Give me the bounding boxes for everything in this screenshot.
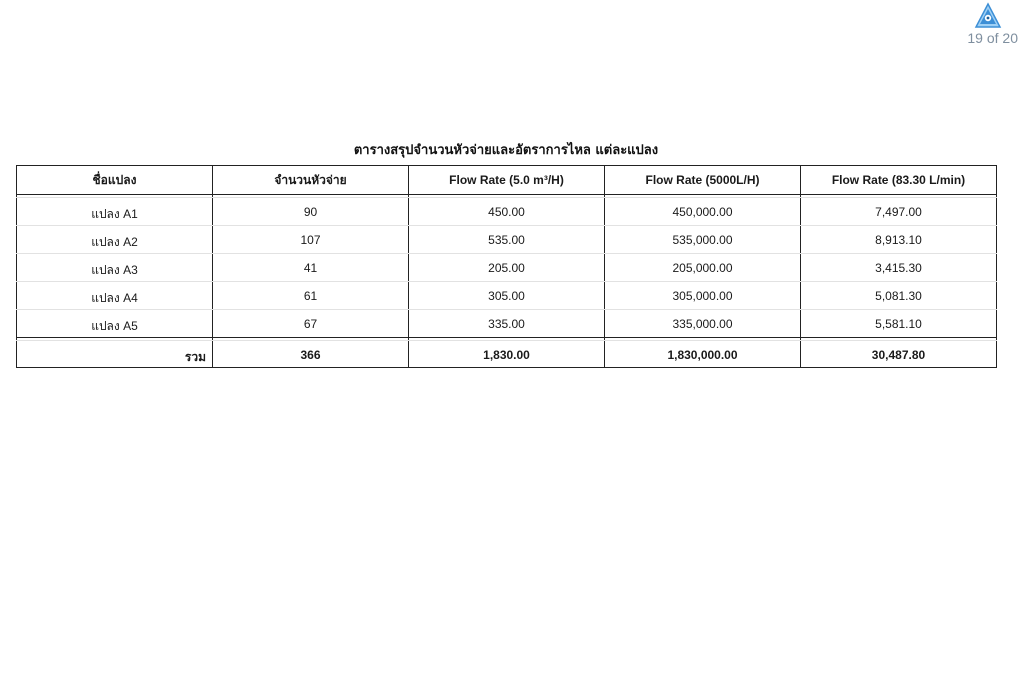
cell-flow-m3h: 535.00 [409, 226, 605, 254]
cell-sprinkler-count: 41 [213, 254, 409, 282]
table-title: ตารางสรุปจำนวนหัวจ่ายและอัตราการไหล แต่ละแปลง [353, 143, 659, 158]
cell-flow-lmin: 7,497.00 [801, 198, 997, 226]
total-flow-m3h: 1,830.00 [409, 341, 605, 368]
cell-flow-lmin: 3,415.30 [801, 254, 997, 282]
column-header-flow-m3h: Flow Rate (5.0 m³/H) [409, 166, 605, 195]
cell-plot-name: แปลง A2 [17, 226, 213, 254]
total-flow-lmin: 30,487.80 [801, 341, 997, 368]
cell-flow-lh: 535,000.00 [605, 226, 801, 254]
cell-sprinkler-count: 90 [213, 198, 409, 226]
table-row [17, 310, 997, 338]
page-indicator: 19 of 20 [967, 30, 1018, 46]
cell-flow-m3h: 335.00 [409, 310, 605, 338]
total-label: รวม [17, 341, 213, 368]
cell-flow-lh: 450,000.00 [605, 198, 801, 226]
cell-flow-lmin: 8,913.10 [801, 226, 997, 254]
cell-plot-name: แปลง A5 [17, 310, 213, 338]
cell-plot-name: แปลง A1 [17, 198, 213, 226]
total-sprinkler-count: 366 [213, 341, 409, 368]
cell-sprinkler-count: 107 [213, 226, 409, 254]
column-header-flow-lh: Flow Rate (5000L/H) [605, 166, 801, 195]
column-header-flow-lmin: Flow Rate (83.30 L/min) [801, 166, 997, 195]
cell-flow-lh: 305,000.00 [605, 282, 801, 310]
table-row [17, 282, 997, 310]
table-header-row [17, 166, 997, 195]
table-row [17, 226, 997, 254]
triangle-eye-logo-icon [974, 2, 1002, 30]
cell-plot-name: แปลง A3 [17, 254, 213, 282]
summary-table [16, 165, 997, 368]
total-flow-lh: 1,830,000.00 [605, 341, 801, 368]
cell-flow-m3h: 205.00 [409, 254, 605, 282]
cell-flow-lh: 205,000.00 [605, 254, 801, 282]
cell-flow-lh: 335,000.00 [605, 310, 801, 338]
cell-flow-m3h: 450.00 [409, 198, 605, 226]
total-row [17, 341, 997, 368]
cell-flow-lmin: 5,081.30 [801, 282, 997, 310]
cell-sprinkler-count: 61 [213, 282, 409, 310]
cell-flow-lmin: 5,581.10 [801, 310, 997, 338]
column-header-plot-name: ชื่อแปลง [17, 166, 213, 195]
cell-plot-name: แปลง A4 [17, 282, 213, 310]
column-header-sprinkler-count: จำนวนหัวจ่าย [213, 166, 409, 195]
table-row [17, 198, 997, 226]
cell-flow-m3h: 305.00 [409, 282, 605, 310]
table-row [17, 254, 997, 282]
cell-sprinkler-count: 67 [213, 310, 409, 338]
